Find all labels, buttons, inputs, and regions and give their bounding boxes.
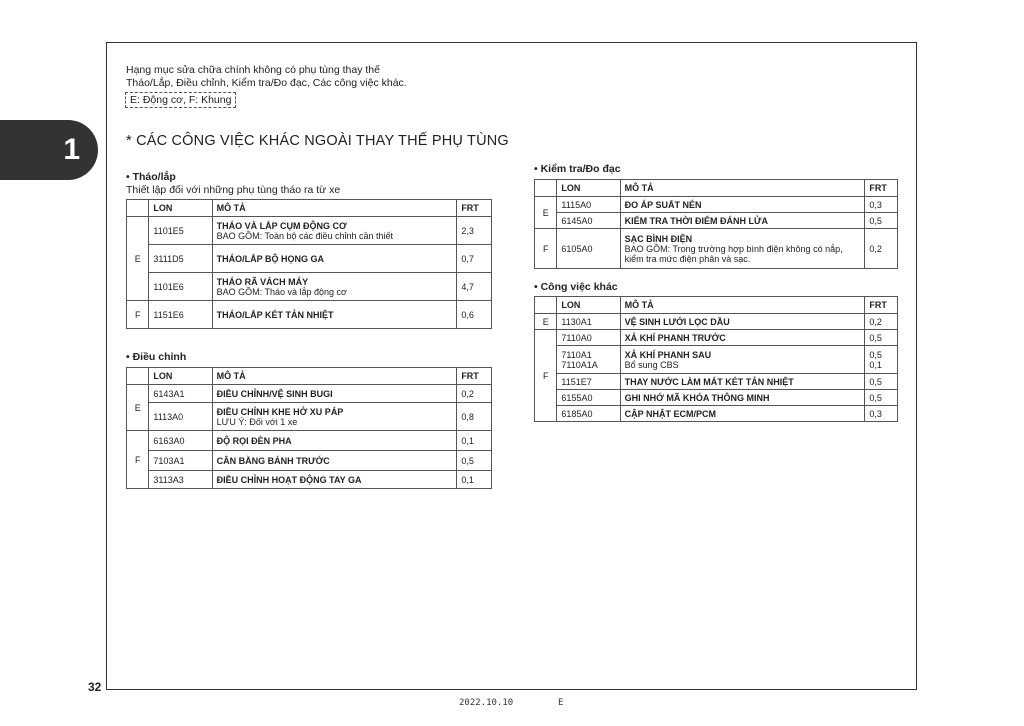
lon-cell: 6163A0 <box>149 431 212 451</box>
group-cell: E <box>127 385 149 431</box>
header-frt: FRT <box>865 297 898 314</box>
lon-cell: 1130A1 <box>557 314 620 330</box>
description-cell <box>212 273 457 301</box>
frt-cell: 0,5 0,1 <box>865 346 898 374</box>
description-cell <box>212 301 457 329</box>
frt-cell: 0,5 <box>865 390 898 406</box>
section-title-kiem-tra: • Kiểm tra/Đo đạc <box>534 163 621 175</box>
description-cell <box>212 403 457 431</box>
table-row <box>127 217 492 245</box>
frt-cell: 0,5 <box>865 213 898 229</box>
description-cell <box>620 314 865 330</box>
group-cell: F <box>535 330 557 422</box>
lon-cell: 7110A0 <box>557 330 620 346</box>
description-cell <box>212 471 457 489</box>
description-title: XẢ KHÍ PHANH SAU <box>624 349 712 360</box>
header-desc: MÔ TẢ <box>620 180 865 197</box>
lon-cell: 6155A0 <box>557 390 620 406</box>
table-kiem-tra <box>534 179 898 269</box>
description-cell <box>212 385 457 403</box>
section-subtitle-thao-lap: Thiết lập đối với những phụ tùng tháo ra từ xe <box>126 184 341 196</box>
description-title: KIỂM TRA THỜI ĐIỂM ĐÁNH LỬA <box>624 215 768 226</box>
group-cell: E <box>127 217 149 301</box>
lon-cell: 7103A1 <box>149 451 212 471</box>
group-cell: F <box>535 229 557 269</box>
lon-cell: 3111D5 <box>149 245 212 273</box>
description-title: THÁO RÃ VÁCH MÁY <box>216 276 309 287</box>
description-title: ĐO ÁP SUẤT NÉN <box>624 199 702 210</box>
table-row <box>127 385 492 403</box>
table-row <box>535 197 898 213</box>
header-blank <box>535 297 557 314</box>
header-desc: MÔ TẢ <box>212 200 457 217</box>
table-row <box>535 374 898 390</box>
header-frt: FRT <box>457 200 492 217</box>
lon-cell: 1115A0 <box>557 197 620 213</box>
frt-cell: 0,3 <box>865 406 898 422</box>
description-title: THÁO/LẮP KÉT TẢN NHIỆT <box>216 309 334 320</box>
frt-cell: 0,2 <box>865 229 898 269</box>
footer-date: 2022.10.10 <box>459 698 514 708</box>
description-title: ĐIỀU CHỈNH/VỆ SINH BUGI <box>216 388 333 399</box>
table-row <box>535 213 898 229</box>
table-row <box>535 229 898 269</box>
description-cell <box>212 451 457 471</box>
table-dieu-chinh <box>126 367 492 489</box>
lon-cell: 3113A3 <box>149 471 212 489</box>
section-title-thao-lap: • Tháo/lắp <box>126 171 176 183</box>
description-cell <box>620 406 865 422</box>
description-title: CÂN BẰNG BÁNH TRƯỚC <box>216 455 330 466</box>
description-cell <box>620 213 865 229</box>
frt-cell: 0,3 <box>865 197 898 213</box>
header-lon: LON <box>557 180 620 197</box>
description-note: BAO GỒM: Toàn bộ các điều chỉnh cần thiết <box>216 230 394 241</box>
table-row <box>127 403 492 431</box>
header-desc: MÔ TẢ <box>212 368 457 385</box>
lon-cell: 6143A1 <box>149 385 212 403</box>
description-note: BAO GỒM: Tháo và lắp động cơ <box>216 286 347 297</box>
group-cell: E <box>535 314 557 330</box>
frt-cell: 0,5 <box>457 451 492 471</box>
intro-text <box>126 64 407 90</box>
group-cell: F <box>127 301 149 329</box>
lon-cell: 6185A0 <box>557 406 620 422</box>
chapter-tab: 1 <box>0 120 98 180</box>
table-cong-viec-khac <box>534 296 898 422</box>
intro-line-1: Hạng mục sửa chữa chính không có phụ tùng thay thế <box>126 64 380 76</box>
description-title: THAY NƯỚC LÀM MÁT KÉT TẢN NHIỆT <box>624 376 794 387</box>
description-note: BAO GỒM: Trong trường hợp bình điện không có nắp, kiểm tra mức điện phân và sạc. <box>624 243 843 264</box>
table-header-row <box>127 368 492 385</box>
description-cell <box>212 245 457 273</box>
header-lon: LON <box>149 368 212 385</box>
description-cell <box>212 217 457 245</box>
table-thao-lap <box>126 199 492 329</box>
table-row <box>127 431 492 451</box>
description-cell <box>620 229 865 269</box>
description-title: XẢ KHÍ PHANH TRƯỚC <box>624 332 726 343</box>
frt-cell: 0,7 <box>457 245 492 273</box>
frt-cell: 0,5 <box>865 374 898 390</box>
header-lon: LON <box>557 297 620 314</box>
table-row <box>535 330 898 346</box>
description-title: GHI NHỚ MÃ KHÓA THÔNG MINH <box>624 392 770 403</box>
description-cell <box>620 197 865 213</box>
description-cell <box>212 431 457 451</box>
description-note: LƯU Ý: Đối với 1 xe <box>216 416 298 427</box>
header-desc: MÔ TẢ <box>620 297 865 314</box>
description-title: SẠC BÌNH ĐIỆN <box>624 233 693 244</box>
section-title-cong-viec-khac: • Công việc khác <box>534 281 618 293</box>
description-title: ĐIỀU CHỈNH KHE HỞ XU PÁP <box>216 406 344 417</box>
page-heading: * CÁC CÔNG VIỆC KHÁC NGOÀI THAY THẾ PHỤ TÙNG <box>126 133 509 149</box>
footer-code: E <box>558 698 564 708</box>
header-frt: FRT <box>865 180 898 197</box>
lon-cell: 1151E7 <box>557 374 620 390</box>
table-row <box>127 273 492 301</box>
frt-cell: 0,1 <box>457 471 492 489</box>
lon-cell: 1151E6 <box>149 301 212 329</box>
lon-cell: 1101E6 <box>149 273 212 301</box>
table-header-row <box>535 180 898 197</box>
description-title: ĐIỀU CHỈNH HOẠT ĐỘNG TAY GA <box>216 474 362 485</box>
table-header-row <box>127 200 492 217</box>
description-title: CẬP NHẬT ECM/PCM <box>624 408 716 419</box>
description-title: THÁO/LẮP BỘ HỌNG GA <box>216 253 324 264</box>
header-blank <box>127 368 149 385</box>
lon-cell: 1101E5 <box>149 217 212 245</box>
description-title: ĐỘ RỌI ĐÈN PHA <box>216 435 292 446</box>
header-blank <box>127 200 149 217</box>
legend-box: E: Động cơ, F: Khung <box>125 92 236 108</box>
frt-cell: 4,7 <box>457 273 492 301</box>
page-number: 32 <box>88 680 102 694</box>
frt-cell: 0,2 <box>865 314 898 330</box>
frt-cell: 0,2 <box>457 385 492 403</box>
lon-cell: 1113A0 <box>149 403 212 431</box>
frt-cell: 0,5 <box>865 330 898 346</box>
table-row <box>535 346 898 374</box>
intro-line-2: Tháo/Lắp, Điều chỉnh, Kiểm tra/Đo đạc, Các công việc khác. <box>126 77 407 89</box>
table-row <box>127 301 492 329</box>
table-row <box>535 406 898 422</box>
description-note: Bổ sung CBS <box>624 359 679 370</box>
table-row <box>535 314 898 330</box>
description-title: THÁO VÀ LẮP CỤM ĐỘNG CƠ <box>216 220 347 231</box>
table-row <box>127 471 492 489</box>
table-row <box>535 390 898 406</box>
group-cell: F <box>127 431 149 489</box>
description-cell <box>620 374 865 390</box>
table-row <box>127 451 492 471</box>
description-cell <box>620 390 865 406</box>
description-cell <box>620 346 865 374</box>
header-frt: FRT <box>457 368 492 385</box>
header-blank <box>535 180 557 197</box>
frt-cell: 0,8 <box>457 403 492 431</box>
description-cell <box>620 330 865 346</box>
lon-cell: 7110A1 7110A1A <box>557 346 620 374</box>
header-lon: LON <box>149 200 212 217</box>
group-cell: E <box>535 197 557 229</box>
lon-cell: 6105A0 <box>557 229 620 269</box>
section-title-dieu-chinh: • Điều chỉnh <box>126 351 187 363</box>
frt-cell: 2,3 <box>457 217 492 245</box>
frt-cell: 0,6 <box>457 301 492 329</box>
lon-cell: 6145A0 <box>557 213 620 229</box>
table-row <box>127 245 492 273</box>
frt-cell: 0,1 <box>457 431 492 451</box>
table-header-row <box>535 297 898 314</box>
description-title: VỆ SINH LƯỚI LỌC DẦU <box>624 316 730 327</box>
